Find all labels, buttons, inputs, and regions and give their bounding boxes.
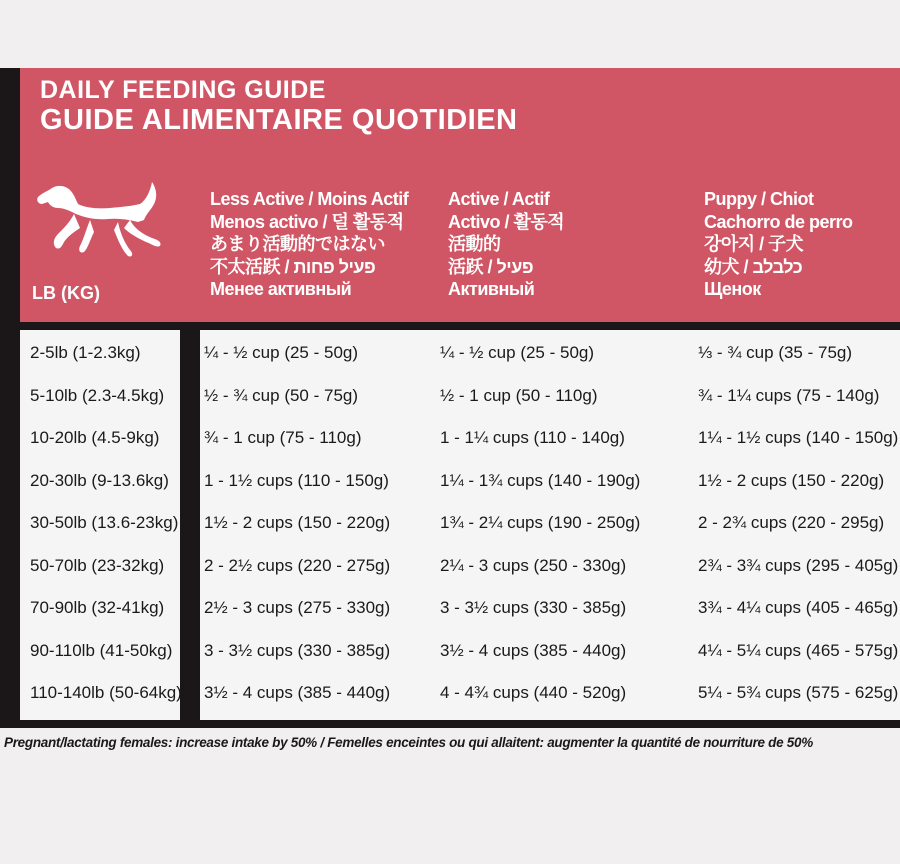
cell-active: 4 - 4¾ cups (440 - 520g)	[440, 683, 627, 702]
cell-active: 1¾ - 2¼ cups (190 - 250g)	[440, 513, 641, 532]
header-line: 不太活跃 / פעיל פחות	[210, 256, 376, 277]
cell-puppy: 2¾ - 3¾ cups (295 - 405g)	[698, 555, 899, 575]
weight: 30-50lb (13.6-23kg)	[30, 513, 179, 532]
cell-less-active: 2 - 2½ cups (220 - 275g)	[204, 555, 391, 575]
header-line: 活跃 / פעיל	[448, 256, 534, 277]
cell-less-active: ½ - ¾ cup (50 - 75g)	[204, 385, 359, 405]
cell-less-active: 3 - 3½ cups (330 - 385g)	[204, 640, 391, 660]
cell-less-active: 1½ - 2 cups (150 - 220g)	[204, 513, 391, 532]
cell-less-active: 2½ - 3 cups (275 - 330g)	[204, 598, 391, 617]
weight: 20-30lb (9-13.6kg)	[30, 470, 169, 490]
cell-puppy: 3¾ - 4¼ cups (405 - 465g)	[698, 598, 899, 617]
weight-unit-label: LB (KG)	[32, 283, 100, 303]
cell-puppy: 4¼ - 5¼ cups (465 - 575g)	[698, 640, 899, 660]
header-line: Puppy / Chiot	[704, 189, 814, 209]
footnote: Pregnant/lactating females: increase intake by 50% / Femelles enceintes ou qui allaitent: augmenter la quantité de nourriture de 50%	[4, 735, 813, 750]
header-line: Menos activo / 덜 활동적	[210, 211, 404, 232]
cell-active: ¼ - ½ cup (25 - 50g)	[440, 343, 595, 362]
header-divider	[20, 322, 900, 330]
header-line: 강아지 / 子犬	[704, 234, 804, 254]
cell-puppy: ¾ - 1¼ cups (75 - 140g)	[698, 385, 880, 405]
cell-less-active: 1 - 1½ cups (110 - 150g)	[204, 470, 389, 490]
weight: 50-70lb (23-32kg)	[30, 555, 165, 575]
title-english: DAILY FEEDING GUIDE	[40, 76, 326, 104]
header-line: 幼犬 / כלבלב	[704, 256, 803, 277]
column-header-puppy	[704, 188, 853, 301]
header-banner	[20, 68, 900, 324]
weight: 5-10lb (2.3-4.5kg)	[30, 385, 165, 405]
cell-active: 3 - 3½ cups (330 - 385g)	[440, 598, 627, 617]
header-line: Activo / 활동적	[448, 211, 565, 232]
cell-puppy: 1½ - 2 cups (150 - 220g)	[698, 470, 885, 490]
cell-less-active: ¼ - ½ cup (25 - 50g)	[204, 343, 359, 362]
weight: 10-20lb (4.5-9kg)	[30, 428, 160, 447]
header-line: Less Active / Moins Actif	[210, 189, 409, 209]
column-header-less-active	[210, 188, 408, 301]
table-bottom-border	[0, 720, 900, 728]
title-french: GUIDE ALIMENTAIRE QUOTIDIEN	[40, 104, 518, 136]
weight: 90-110lb (41-50kg)	[30, 640, 173, 660]
cell-less-active: ¾ - 1 cup (75 - 110g)	[204, 428, 362, 447]
cell-active: 1¼ - 1¾ cups (140 - 190g)	[440, 470, 641, 490]
cell-active: ½ - 1 cup (50 - 110g)	[440, 385, 598, 405]
cell-active: 1 - 1¼ cups (110 - 140g)	[440, 428, 625, 447]
cell-less-active: 3½ - 4 cups (385 - 440g)	[204, 683, 391, 702]
cell-puppy: 1¼ - 1½ cups (140 - 150g)	[698, 428, 899, 447]
dog-icon	[34, 178, 174, 273]
cell-puppy: ⅓ - ¾ cup (35 - 75g)	[698, 343, 853, 362]
cell-puppy: 5¼ - 5¾ cups (575 - 625g)	[698, 683, 899, 702]
weight: 2-5lb (1-2.3kg)	[30, 343, 141, 362]
cell-puppy: 2 - 2¾ cups (220 - 295g)	[698, 513, 885, 532]
cell-active: 3½ - 4 cups (385 - 440g)	[440, 640, 627, 660]
header-line: あまり活動的ではない	[210, 234, 385, 254]
header-line: 活動的	[448, 234, 501, 254]
column-header-active	[448, 188, 564, 301]
header-line: Щенок	[704, 279, 761, 299]
cell-active: 2¼ - 3 cups (250 - 330g)	[440, 555, 627, 575]
header-line: Active / Actif	[448, 189, 550, 209]
left-border	[0, 68, 20, 728]
header-line: Активный	[448, 279, 535, 299]
header-line: Cachorro de perro	[704, 211, 853, 232]
weight: 110-140lb (50-64kg)	[30, 683, 182, 702]
column-divider	[180, 330, 200, 720]
weight: 70-90lb (32-41kg)	[30, 598, 165, 617]
header-line: Менее активный	[210, 279, 352, 299]
